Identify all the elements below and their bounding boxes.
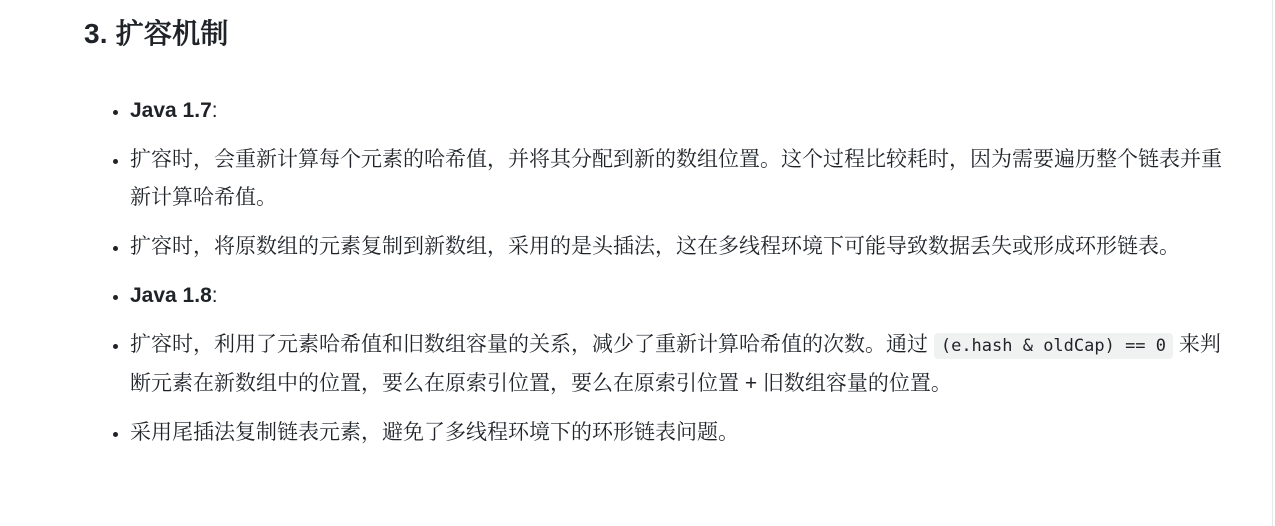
version-label: Java 1.7 — [130, 99, 212, 122]
list-item: • 扩容时，会重新计算每个元素的哈希值，并将其分配到新的数组位置。这个过程比较耗时，因为需要遍历整个链表并重新计算哈希值。 — [130, 141, 1237, 217]
list-item: • 扩容时，将原数组的元素复制到新数组，采用的是头插法，这在多线程环境下可能导致数据丢失或形成环形链表。 — [130, 228, 1237, 266]
container-right-border — [1272, 0, 1273, 526]
list-item: • 扩容时，利用了元素哈希值和旧数组容量的关系，减少了重新计算哈希值的次数。通过 (e.hash & oldCap) == 0 来判断元素在新数组中的位置，要么在原索引位置，要么在原索引位置 + 旧数组容量的位置。 — [130, 326, 1237, 403]
bullet-list — [84, 92, 1237, 452]
version-label: Java 1.8 — [130, 284, 212, 307]
list-item: • Java 1.7: — [130, 92, 1237, 130]
section-heading: 3. 扩容机制 — [84, 18, 229, 49]
inline-code: (e.hash & oldCap) == 0 — [934, 333, 1173, 359]
list-item: • Java 1.8: — [130, 277, 1237, 315]
list-item: • 采用尾插法复制链表元素，避免了多线程环境下的环形链表问题。 — [130, 414, 1237, 452]
